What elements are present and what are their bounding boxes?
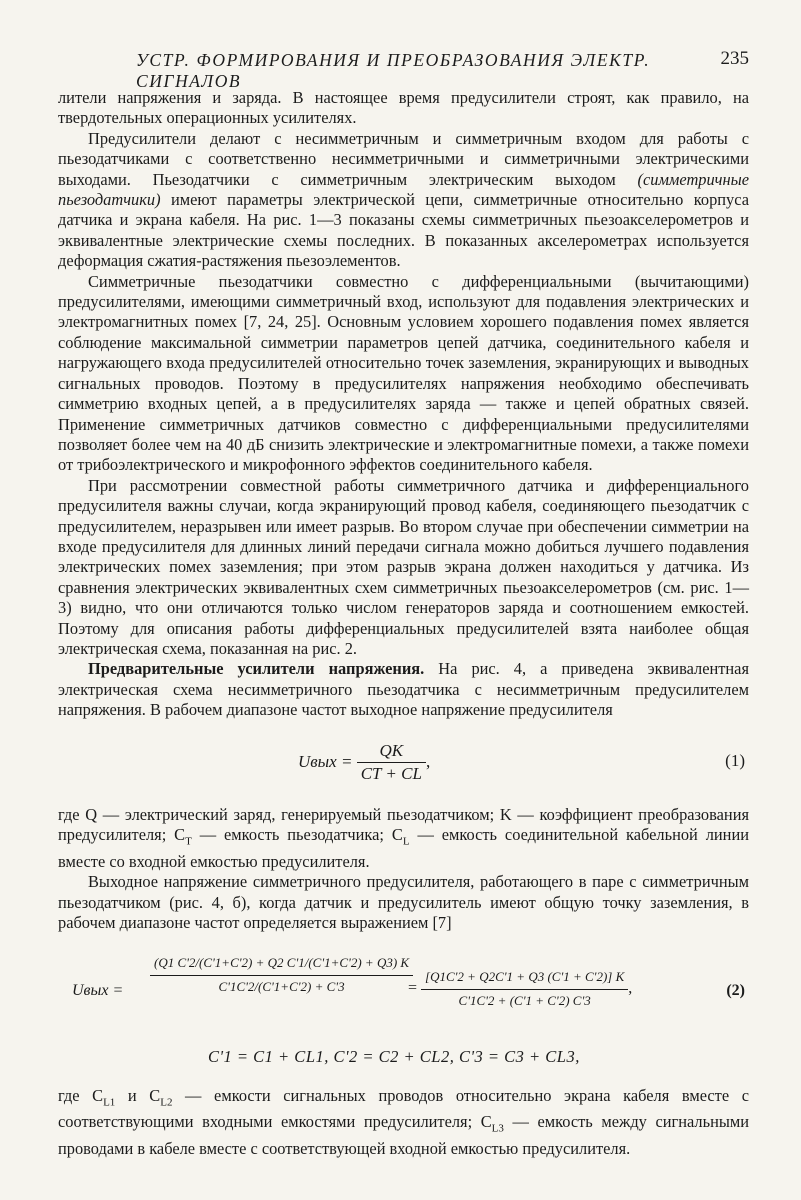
eq2-right-fraction — [421, 967, 628, 1011]
eq1-lhs: Uвых = — [298, 751, 353, 771]
eq2-left-numerator: (Q1 C'2/(C'1+C'2) + Q2 C'1/(C'1+C'2) + Q3) K — [150, 953, 413, 975]
eq1-numerator: QK — [357, 741, 426, 763]
running-head: УСТР. ФОРМИРОВАНИЯ И ПРЕОБРАЗОВАНИЯ ЭЛЕКТР. СИГНАЛОВ — [136, 50, 651, 91]
eq2-lhs: Uвых = — [72, 982, 124, 1000]
paragraph-voltage-preamplifiers: Предварительные усилители напряжения. На рис. 4, а приведена эквивалентная электрическая схема несимметричного пьезодатчика с несимметричным предусилителем напряжения. В рабочем диапазоне частот выходное напряжение предусилителя — [58, 659, 749, 720]
paragraph-eq1-legend: где Q — электрический заряд, генерируемый пьезодатчиком; K — коэффициент преобразования предусилителя; $C_T$ — емкость пьезодатчика; $C_L$ — емкость соединительной кабельной линии вместе со входной емкостью предусилителя. — [58, 804, 749, 871]
paragraph-symmetric-sensors: Симметричные пьезодатчики совместно с дифференциальными (вычитающими) предусилителями, имеющими симметричный вход, используют для подавления электрических и электромагнитных помех [7, 24, 25]. Основным условием хорошего подавления помех является соблюдение максимальной симметрии параметров цепей датчика, соединительного кабеля и нагружающего входа предусилителей относительно точек заземления, экранирующих и выводных сигнальных проводов. Поэтому в предусилителях напряжения необходимо обеспечивать симметрию входных цепей, а в предусилителях заряда — также и цепей обратных связей. Применение симметричных датчиков совместно с дифференциальными предусилителями позволяет более чем на 40 дБ снизить электрические и электромагнитные помехи, а также помехи от трибоэлектрического и микрофонного эффектов соединительного кабеля. — [58, 271, 749, 475]
eq2-right-numerator: [Q1C'2 + Q2C'1 + Q3 (C'1 + C'2)] K — [421, 967, 628, 989]
paragraph-continuation: лители напряжения и заряда. В настоящее время предусилители строят, как правило, на твердотельных операционных усилителях. — [58, 88, 749, 128]
italic-term: (симметричные пьезодатчики) — [58, 169, 749, 210]
eq1-denominator: CT + CL — [360, 764, 422, 783]
paragraph-symmetric-output: Выходное напряжение симметричного предусилителя, работающего в паре с симметричным пьезодатчиком (рис. 4, б), когда датчик и предусилитель имеют общую точку заземления, в рабочем диапазоне частот определяется выражением [7] — [58, 872, 749, 932]
page-header — [58, 44, 749, 91]
paragraph-preamplifier-types: Предусилители делают с несимметричным и симметричным входом для работы с пьезодатчиками с соответственно несимметричными и симметричными электрическими выходами. Пьезодатчики с симметричным электрическим выходом (симметричные пьезодатчики) имеют параметры электрической цепи, симметричные относительно корпуса датчика и экрана кабеля. На рис. 1—3 показаны схемы симметричных пьезоакселерометров и эквивалентные электрические схемы последних. В показанных акселерометрах используется деформация сжатия-растяжения пьезоэлементов. — [58, 128, 749, 271]
section-heading: Предварительные усилители напряжения. — [88, 659, 425, 679]
equation-1: Uвых = $\frac{QK}{CT + CL}$ , (1) — [298, 740, 745, 783]
page-number: 235 — [720, 48, 749, 69]
eq2-right-denominator: C'1C'2 + (C'1 + C'2) C'3 — [458, 992, 591, 1008]
paragraph-eq2-legend: где $C_{L1}$ и $C_{L2}$ — емкости сигнальных проводов относительно экрана кабеля вместе с соответствующими входными емкостями предусилителя; $C_{L3}$ — емкость между сигнальными проводами в кабеле вместе с соответствующей входной емкостью предусилителя. — [58, 1085, 749, 1159]
page-body — [58, 88, 749, 1160]
eq2-tag: (2) — [726, 982, 745, 1000]
eq1-tag: (1) — [725, 750, 745, 770]
equation-3: C'1 = C1 + CL1, C'2 = C2 + CL2, C'3 = C3 + CL3, — [208, 1047, 580, 1067]
equation-2: Uвых = $\frac{(Q1 C'2/(C'1+C'2) + Q2 C'1/(C'1+C'2) + Q3) K}{C'1C'2/(C'1+C'2) + C'3}$ = $\frac{[Q1C'2 + Q2C'1 + Q3 (C'1 + C'2)] K}{C'1C'2 + (C'1 + C'2) C'3}$ , (2) — [58, 953, 749, 1035]
eq1-fraction — [357, 741, 426, 785]
paragraph-joint-operation: При рассмотрении совместной работы симметричного датчика и дифференциального предусилителя важны случаи, когда экранирующий провод кабеля, соединяющего пьезодатчик с предусилителем, неразрывен или имеет разрыв. Во втором случае при обеспечении симметрии на входе предусилителя для длинных линий передачи сигнала можно добиться лучшего подавления электрических помех заземления; при этом разрыв экрана должен находиться у датчика. Из сравнения электрических эквивалентных схем симметричных пьезоакселерометров (см. рис. 1—3) видно, что они отличаются только числом генераторов заряда и соотношением емкостей. Поэтому для описания работы дифференциальных предусилителей взята наиболее общая электрическая схема, показанная на рис. 2. — [58, 475, 749, 658]
eq2-left-denominator: C'1C'2/(C'1+C'2) + C'3 — [218, 978, 345, 994]
eq2-left-fraction — [150, 953, 413, 997]
